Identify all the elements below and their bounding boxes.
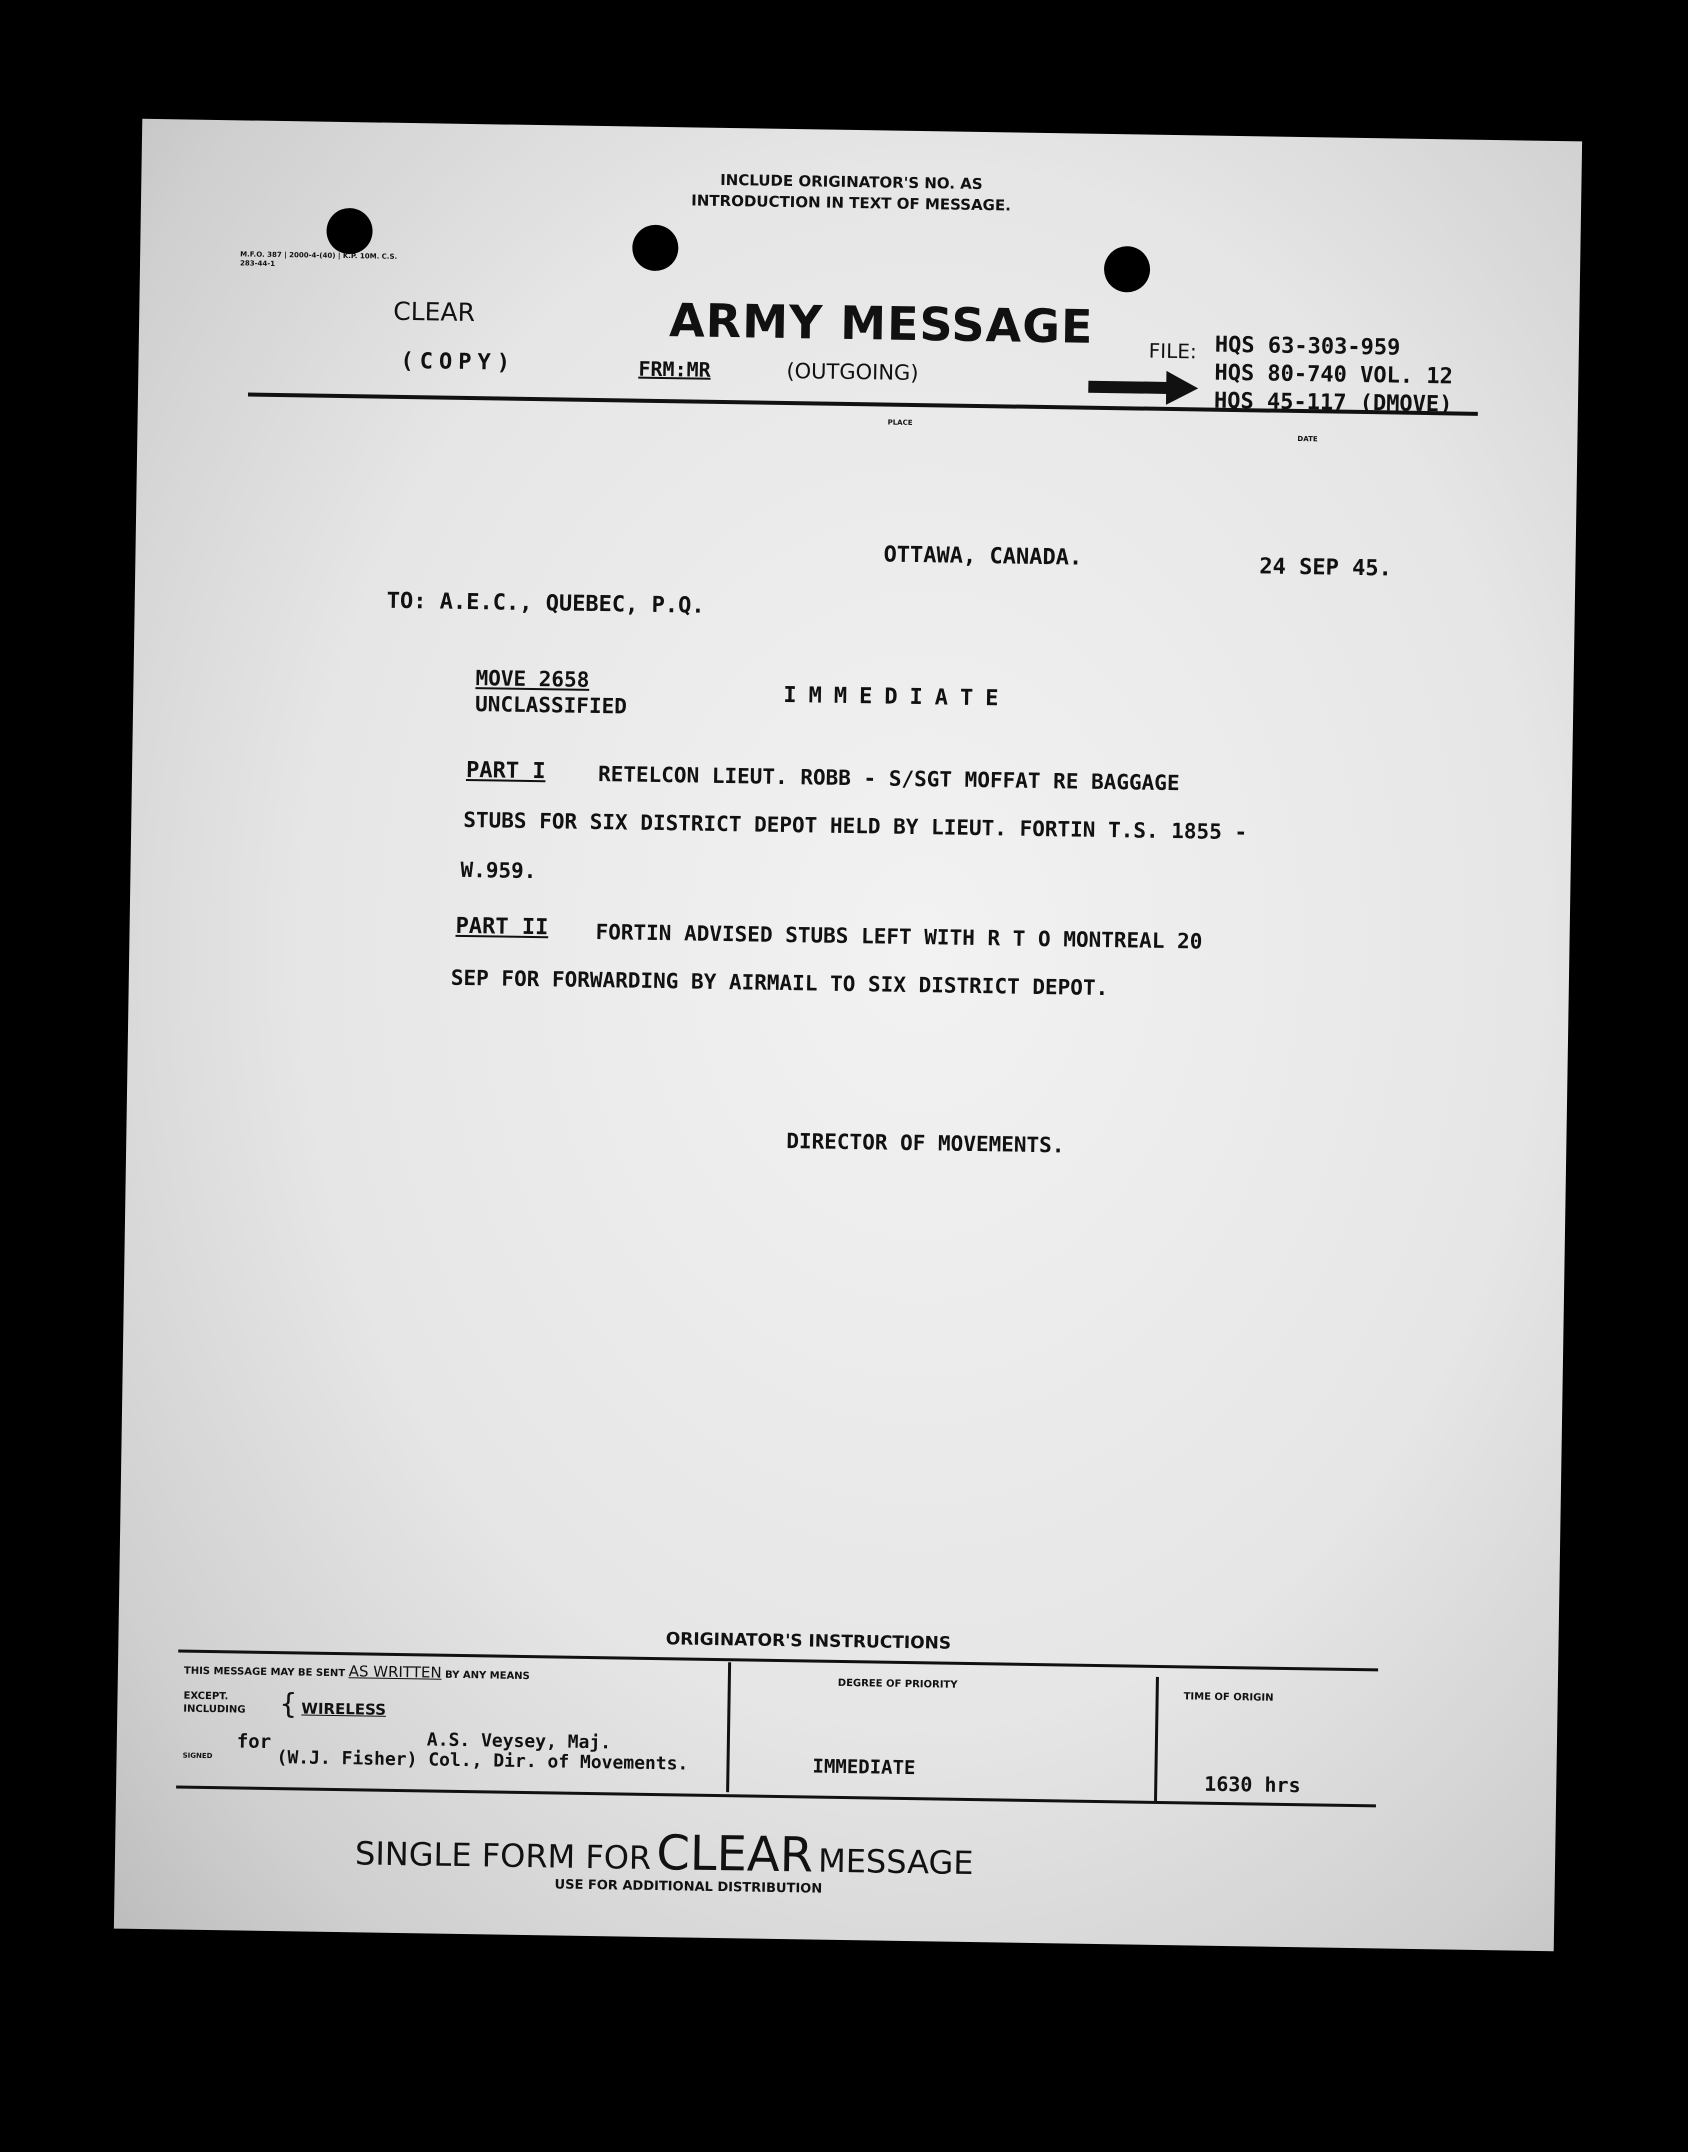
column-divider	[1154, 1677, 1159, 1801]
part1-line: RETELCON LIEUT. ROBB - S/SGT MOFFAT RE BAGGAGE	[597, 762, 1180, 796]
place-label: PLACE	[887, 418, 913, 427]
origin-time-value: 1630 hrs	[1204, 1771, 1301, 1798]
form-footer	[355, 1820, 974, 1886]
send-suffix: BY ANY MEANS	[444, 1669, 530, 1683]
file-references	[1214, 332, 1454, 420]
part2-line: FORTIN ADVISED STUBS LEFT WITH R T O MONTREAL 20	[595, 920, 1203, 954]
except-label: EXCEPT. INCLUDING	[183, 1690, 246, 1716]
priority-label: DEGREE OF PRIORITY	[837, 1677, 958, 1691]
form-title: ARMY MESSAGE	[668, 293, 1094, 354]
file-ref: HQS 63-303-959	[1214, 332, 1401, 361]
punch-hole	[1104, 246, 1151, 293]
footer-message: MESSAGE	[817, 1841, 974, 1883]
part1-line: W.959.	[460, 857, 537, 884]
copy-mark: (COPY)	[400, 348, 517, 376]
file-label: FILE:	[1148, 338, 1197, 364]
message-place: OTTAWA, CANADA.	[883, 542, 1083, 571]
form-code: M.F.O. 387 | 2000-4-(40) | K.P. 10M. C.S. 283-44-1	[239, 250, 398, 268]
signed-label: SIGNED	[182, 1751, 213, 1761]
addressee: TO: A.E.C., QUEBEC, P.Q.	[386, 588, 705, 619]
punch-hole	[632, 225, 679, 272]
signed-name: A.S. Veysey, Maj.	[426, 1729, 612, 1754]
brace-glyph: {	[279, 1687, 298, 1721]
signed-title: (W.J. Fisher) Col., Dir. of Movements.	[276, 1747, 689, 1775]
file-ref: HQS 80-740 VOL. 12	[1214, 360, 1454, 390]
part2-label: PART II	[455, 913, 549, 941]
except-value: WIRELESS	[301, 1699, 387, 1719]
arrow-icon	[1088, 370, 1199, 406]
origin-time-label: TIME OF ORIGIN	[1183, 1691, 1274, 1704]
part1-label: PART I	[465, 757, 546, 785]
footer-single-form: SINGLE FORM FOR	[354, 1834, 652, 1878]
send-prefix: THIS MESSAGE MAY BE SENT	[183, 1665, 346, 1680]
form-subtitle: (OUTGOING)	[786, 358, 919, 386]
part2-line: SEP FOR FORWARDING BY AIRMAIL TO SIX DISTRICT DEPOT.	[450, 965, 1109, 1001]
date-label: DATE	[1297, 434, 1318, 444]
message-ref-number: MOVE 2658	[475, 666, 590, 692]
message-priority: IMMEDIATE	[783, 682, 1011, 712]
part1-line: STUBS FOR SIX DISTRICT DEPOT HELD BY LIEUT. FORTIN T.S. 1855 -	[463, 807, 1248, 845]
footer-use-for: USE FOR ADDITIONAL DISTRIBUTION	[554, 1877, 823, 1897]
originator-heading: ORIGINATOR'S INSTRUCTIONS	[665, 1629, 952, 1654]
message-date: 24 SEP 45.	[1259, 554, 1393, 582]
column-divider	[726, 1662, 731, 1792]
army-message-form	[114, 119, 1582, 1951]
send-instruction	[184, 1660, 530, 1683]
security-classification: UNCLASSIFIED	[474, 692, 628, 719]
punch-hole	[326, 208, 373, 255]
signed-for: for	[236, 1730, 272, 1754]
send-method: AS WRITTEN	[348, 1662, 442, 1682]
message-signature: DIRECTOR OF MOVEMENTS.	[786, 1129, 1065, 1158]
file-ref: HQS 45-117 (DMOVE)	[1213, 388, 1453, 418]
classification-label: CLEAR	[393, 296, 476, 328]
footer-clear: CLEAR	[655, 1825, 814, 1884]
from-marking: FRM:MR	[638, 356, 711, 382]
originator-instruction: INCLUDE ORIGINATOR'S NO. AS INTRODUCTION IN TEXT OF MESSAGE.	[691, 170, 1012, 215]
priority-value: IMMEDIATE	[812, 1755, 916, 1780]
originator-rule-bottom	[176, 1786, 1376, 1808]
